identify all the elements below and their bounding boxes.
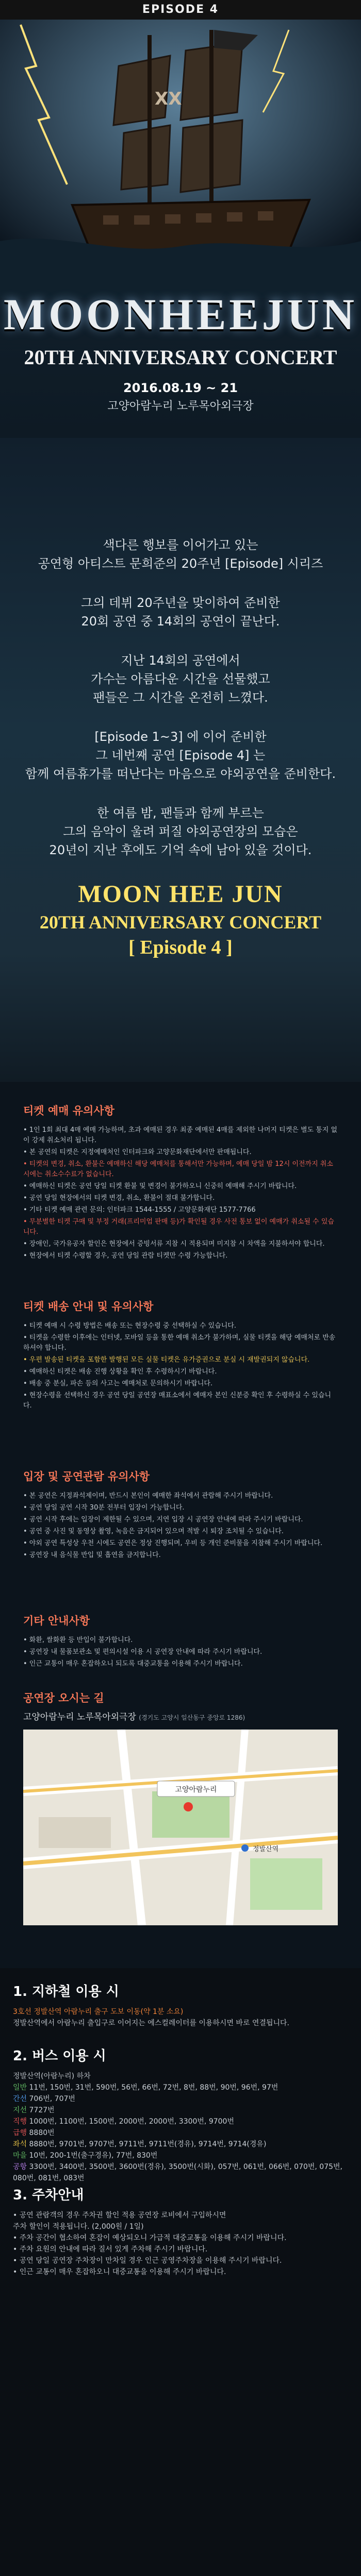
venue-address: (경기도 고양시 일산동구 중앙로 1286)	[139, 1714, 245, 1721]
bus-info	[13, 2045, 348, 2184]
intro-section	[0, 438, 361, 1082]
list-item: • 공연장 내 음식물 반입 및 흡연을 금지합니다.	[23, 1551, 161, 1559]
concert-venue: 고양아람누리 노루목아외극장	[107, 400, 254, 413]
parking-title: 3. 주차안내	[13, 2188, 84, 2203]
bus-line	[13, 2161, 348, 2184]
directions-section	[23, 1690, 338, 1925]
concert-subtitle: 20TH ANNIVERSARY CONCERT	[24, 346, 337, 369]
bus-type: 직행	[13, 2117, 27, 2126]
bus-title: 2. 버스 이용 시	[13, 2048, 106, 2064]
subway-note: 정발산역에서 아람누리 출입구로 이어지는 에스컬레이터를 이용하시면 바로 연결됩니다.	[13, 2019, 289, 2027]
intro-line: 한 여름 밤, 팬들과 함께 부르는	[97, 806, 264, 820]
list-item: • 공연 중 사진 및 동영상 촬영, 녹음은 금지되어 있으며 적발 시 퇴장 조치될 수 있습니다.	[23, 1528, 284, 1535]
map-venue-label: 고양아람누리	[175, 1786, 217, 1794]
bus-type: 급행	[13, 2129, 27, 2137]
bus-type: 좌석	[13, 2140, 27, 2148]
intro-text	[0, 536, 361, 959]
list-item: • 티켓의 변경, 취소, 환불은 예매하신 해당 예매처를 통해서만 가능하며, 예매 당일 밤 12시 이전까지 취소 시에는 취소수수료가 없습니다.	[23, 1160, 333, 1178]
list-item: • 1인 1회 최대 4매 예매 가능하며, 초과 예매된 경우 최종 예매된 4매를 제외한 나머지 티켓은 별도 통지 없이 강제 취소처리 됩니다.	[23, 1126, 338, 1144]
bus-numbers: 8880번	[29, 2129, 55, 2137]
list-item: • 배송 중 분실, 파손 등의 사고는 예매처로 문의하시기 바랍니다.	[23, 1380, 213, 1387]
main-title: MOONHEEJUN	[4, 290, 357, 339]
ticket-notice	[23, 1103, 338, 1263]
intro-paragraph-5	[0, 804, 361, 859]
bus-line	[13, 2093, 348, 2105]
subway-station-icon	[241, 1844, 249, 1852]
map-station-label: 정발산역	[253, 1845, 279, 1853]
entry-notice	[23, 1468, 338, 1562]
intro-line: 색다른 행보를 이어가고 있는	[103, 538, 258, 552]
map-pin-icon	[184, 1802, 193, 1811]
list-item: • 장애인, 국가유공자 할인은 현장에서 증빙서류 지참 시 적용되며 미지참 시 차액을 지불하셔야 합니다.	[23, 1240, 325, 1248]
ticket-notice-title: 티켓 예매 유의사항	[23, 1105, 114, 1117]
intro-line: 그의 음악이 울려 퍼질 야외공연장의 모습은	[63, 824, 298, 839]
bus-numbers: 1000번, 1100번, 1500번, 2000번, 2000번, 3300번, 9700번	[29, 2117, 234, 2126]
list-item: • 티켓을 수령한 이후에는 인터넷, 모바일 등을 통한 예매 취소가 불가하며, 실물 티켓을 해당 예매처로 반송하셔야 합니다.	[23, 1334, 336, 1352]
bus-line	[13, 2139, 348, 2150]
bus-stop: 정발산역(아람누리) 하차	[13, 2072, 91, 2080]
subway-line: 3호선 정발산역 아람누리 출구 도보 이동(약 1분 소요)	[13, 2008, 184, 2016]
intro-paragraph-4	[0, 727, 361, 783]
bus-type: 지선	[13, 2106, 27, 2114]
parking-line: • 주차 요원의 안내에 따라 질서 있게 주차해 주시기 바랍니다.	[13, 2245, 208, 2253]
list-item: • 현장수령을 선택하신 경우 공연 당일 공연장 매표소에서 예매자 본인 신분증 확인 후 수령하실 수 있습니다.	[23, 1392, 332, 1410]
intro-line: 20회 공연 중 14회의 공연이 끝난다.	[81, 614, 280, 629]
venue-name: 고양아람누리 노루목아외극장	[23, 1712, 136, 1722]
episode4-tag: [ Episode 4 ]	[128, 937, 233, 958]
entry-notice-title: 입장 및 공연관람 유의사항	[23, 1470, 150, 1483]
list-item: • 공연장 내 물품보관소 및 편의시설 이용 시 공연장 안내에 따라 주시기 바랍니다.	[23, 1648, 262, 1656]
intro-line: [Episode 1~3] 에 이어 준비한	[94, 730, 267, 744]
list-item: • 우편 발송된 티켓을 포함한 발행된 모든 실물 티켓은 유가증권으로 분실 시 재발권되지 않습니다.	[23, 1356, 310, 1364]
parking-info	[13, 2184, 348, 2278]
intro-paragraph-1	[0, 536, 361, 573]
delivery-notice-list	[23, 1321, 338, 1411]
bus-type: 공항	[13, 2163, 27, 2171]
bus-line	[13, 2105, 348, 2116]
list-item: • 예매하신 티켓은 배송 진행 상황을 확인 후 수령하시기 바랍니다.	[23, 1368, 217, 1376]
subway-info	[13, 1981, 348, 2029]
directions-venue	[23, 1709, 338, 1722]
intro-paragraph-3	[0, 651, 361, 707]
episode-badge: EPISODE 4	[0, 0, 361, 20]
list-item: • 무분별한 티켓 구매 및 부정 거래(프리미엄 판매 등)가 확인될 경우 사전 통보 없이 예매가 취소될 수 있습니다.	[23, 1218, 334, 1236]
parking-line: • 공연 관람객의 경우 주차권 할인 적용 공연장 로비에서 구입하시면	[13, 2211, 226, 2219]
list-item: • 기타 티켓 예매 관련 문의: 인터파크 1544-1555 / 고양문화재단 1577-7766	[23, 1206, 256, 1214]
episode4-artist: MOON HEE JUN	[78, 880, 283, 908]
intro-line: 20년이 지난 후에도 기억 속에 남아 있을 것이다.	[49, 843, 312, 857]
intro-line: 함께 여름휴가를 떠난다는 마음으로 야외공연을 준비한다.	[25, 767, 336, 781]
list-item: • 본 공연은 지정좌석제이며, 반드시 본인이 예매한 좌석에서 관람해 주시기 바랍니다.	[23, 1492, 273, 1500]
parking-line: • 인근 교통이 매우 혼잡하오니 대중교통을 이용해 주시기 바랍니다.	[13, 2268, 226, 2276]
intro-line: 그의 데뷔 20주년을 맞이하여 준비한	[81, 596, 280, 610]
bus-line	[13, 2082, 348, 2093]
hero-title-block	[0, 289, 361, 413]
etc-notice-list	[23, 1635, 338, 1669]
bus-line	[13, 2116, 348, 2127]
parking-line: • 공연 당일 공연장 주차장이 만차일 경우 인근 공영주차장을 이용해 주시기 바랍니다.	[13, 2257, 282, 2265]
transport-section	[0, 1968, 361, 2576]
svg-text:XX: XX	[155, 89, 182, 109]
bus-type: 일반	[13, 2083, 27, 2092]
bus-numbers: 11번, 150번, 31번, 590번, 56번, 66번, 72번, 8번, 88번, 90번, 96번, 97번	[29, 2083, 278, 2092]
list-item: • 공연 당일 공연 시작 30분 전부터 입장이 가능합니다.	[23, 1504, 185, 1512]
list-item: • 인근 교통이 매우 혼잡하오니 되도록 대중교통을 이용해 주시기 바랍니다.	[23, 1660, 243, 1668]
intro-line: 그 네번째 공연 [Episode 4] 는	[95, 748, 266, 762]
intro-line: 지난 14회의 공연에서	[121, 653, 240, 668]
delivery-notice-title: 티켓 배송 안내 및 유의사항	[23, 1300, 154, 1313]
etc-notice	[23, 1613, 338, 1671]
hero-banner	[0, 0, 361, 438]
list-item: • 본 공연의 티켓은 지정예매처인 인터파크와 고양문화재단에서만 판매됩니다.	[23, 1148, 252, 1156]
list-item: • 티켓 예매 시 수령 방법은 배송 또는 현장수령 중 선택하실 수 있습니다.	[23, 1322, 237, 1330]
bus-numbers: 3300번, 3400번, 3500번, 3600번(경유), 3500번(시화), 057번, 061번, 066번, 070번, 075번, 080번, 081번, 083번	[13, 2163, 343, 2182]
episode4-subtitle: 20TH ANNIVERSARY CONCERT	[39, 912, 322, 933]
episode4-title-block	[0, 880, 361, 959]
bus-type: 간선	[13, 2095, 27, 2103]
directions-title: 공연장 오시는 길	[23, 1692, 104, 1704]
venue-map[interactable]	[23, 1730, 338, 1925]
intro-line: 팬들은 그 시간을 온전히 느꼈다.	[93, 690, 268, 705]
intro-paragraph-2	[0, 594, 361, 631]
list-item: • 공연 시작 후에는 입장이 제한될 수 있으며, 지연 입장 시 공연장 안내에 따라 주시기 바랍니다.	[23, 1516, 303, 1523]
etc-notice-title: 기타 안내사항	[23, 1615, 90, 1627]
ticket-notice-list	[23, 1125, 338, 1261]
bus-type: 마을	[13, 2151, 27, 2160]
list-item: • 화환, 쌀화환 등 반입이 불가합니다.	[23, 1636, 133, 1644]
bus-numbers: 7727번	[29, 2106, 55, 2114]
parking-line: 주차 할인이 적용됩니다. (2,000원 / 1일)	[13, 2223, 144, 2231]
bus-numbers: 10번, 200-1번(출구경유), 77번, 830번	[29, 2151, 158, 2160]
bus-numbers: 706번, 707번	[29, 2095, 75, 2103]
list-item: • 예매하신 티켓은 공연 당일 티켓 환불 및 변경이 불가하오니 신중히 예매해 주시기 바랍니다.	[23, 1182, 297, 1190]
list-item: • 야외 공연 특성상 우천 시에도 공연은 정상 진행되며, 우비 등 개인 준비물을 지참해 주시기 바랍니다.	[23, 1539, 323, 1547]
parking-line: • 주차 공간이 협소하여 혼잡이 예상되오니 가급적 대중교통을 이용해 주시기 바랍니다.	[13, 2234, 287, 2242]
list-item: • 현장에서 티켓 수령할 경우, 공연 당일 관람 티켓만 수령 가능합니다.	[23, 1252, 228, 1260]
intro-line: 가수는 아름다운 시간을 선물했고	[91, 672, 270, 686]
intro-line: 공연형 아티스트 문희준의 20주년 [Episode] 시리즈	[38, 556, 323, 571]
notice-section	[0, 1082, 361, 1968]
entry-notice-list	[23, 1491, 338, 1561]
subway-title: 1. 지하철 이용 시	[13, 1984, 119, 1999]
bus-numbers: 8880번, 9701번, 9707번, 9711번, 9711번(경유), 9714번, 9714(경유)	[29, 2140, 267, 2148]
delivery-notice	[23, 1298, 338, 1413]
bus-line	[13, 2150, 348, 2161]
pirate-ship-illustration	[0, 20, 361, 298]
list-item: • 공연 당일 현장에서의 티켓 변경, 취소, 환불이 절대 불가합니다.	[23, 1194, 215, 1202]
bus-line	[13, 2127, 348, 2139]
concert-date: 2016.08.19 ~ 21	[123, 381, 238, 395]
map-graphic	[23, 1730, 338, 1925]
